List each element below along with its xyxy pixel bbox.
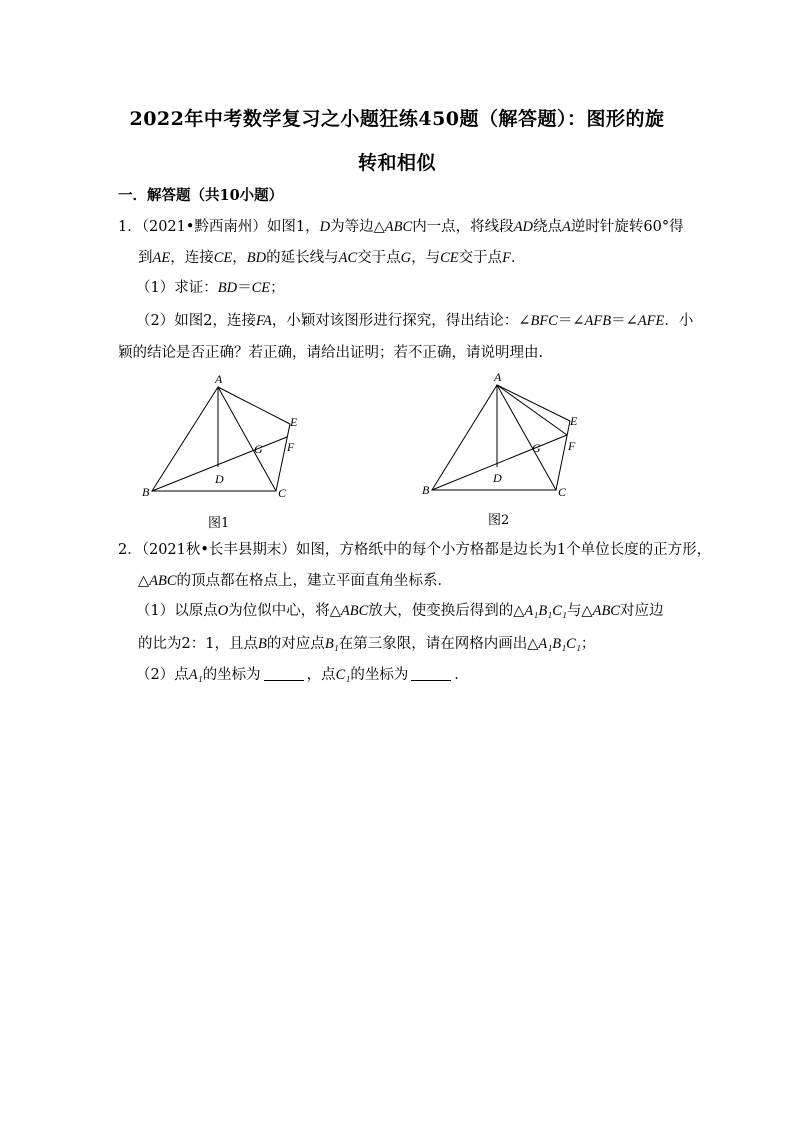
document-title-line1: 2022年中考数学复习之小题狂练450题（解答题）：图形的旋: [129, 108, 665, 130]
fig1-label-a: A: [215, 372, 223, 386]
fig2-label-f: F: [568, 439, 576, 453]
q2-part1-line2: 的比为2：1，且点B的对应点B₁在第三象限，请在网格内画出△A₁B₁C₁；: [138, 636, 596, 652]
figure-2-caption: 图2: [488, 513, 510, 528]
figure-1: [130, 370, 310, 505]
segment-af: [497, 385, 567, 435]
figure-2: [410, 368, 590, 503]
figure-1-caption: 图1: [208, 516, 230, 531]
fig2-label-a: A: [494, 370, 502, 384]
fig1-label-f: F: [287, 440, 295, 454]
q1-line2: 到AE，连接CE，BD的延长线与AC交于点G，与CE交于点F．: [138, 250, 526, 266]
triangle-abc: [152, 387, 276, 491]
fig2-label-e: E: [570, 414, 578, 428]
document-title-line2: 转和相似: [357, 152, 436, 174]
q1-part2-line1: （2）如图2，连接FA，小颖对该图形进行探究，得出结论：∠BFC＝∠AFB＝∠AFE．小: [136, 313, 694, 329]
segment-ec: [556, 421, 570, 490]
q1-part2-line2: 颖的结论是否正确？若正确，请给出证明；若不正确，请说明理由．: [118, 345, 553, 361]
q2-line2: △ABC的顶点都在格点上，建立平面直角坐标系．: [138, 573, 453, 589]
q2-line1: 2．（2021秋•长丰县期末）如图，方格纸中的每个小方格都是边长为1个单位长度的正方形，: [118, 542, 712, 558]
fig1-label-g: G: [254, 442, 263, 456]
fig1-label-b: B: [142, 485, 150, 499]
fig1-label-c: C: [278, 486, 287, 500]
fig2-label-b: B: [422, 483, 430, 497]
section-heading: 一．解答题（共10小题）: [118, 187, 284, 204]
q2-part1-line1: （1）以原点O为位似中心，将△ABC放大，使变换后得到的△A₁B₁C₁与△ABC对应边: [136, 603, 664, 619]
fig2-label-g: G: [532, 441, 541, 455]
segment-ae: [497, 385, 570, 421]
fig2-label-d: D: [493, 471, 502, 485]
q1-line1: 1．（2021•黔西南州）如图1，D为等边△ABC内一点，将线段AD绕点A逆时针旋转60°得: [118, 219, 684, 235]
fig2-label-c: C: [558, 485, 567, 499]
q2-part2: （2）点A₁的坐标为 ，点C₁的坐标为 ．: [136, 667, 469, 683]
fig1-label-e: E: [290, 415, 298, 429]
answer-blank-a1[interactable]: [264, 666, 304, 681]
segment-ec: [276, 424, 290, 491]
fig1-label-d: D: [215, 472, 224, 486]
answer-blank-c1[interactable]: [411, 666, 451, 681]
q1-part1: （1）求证：BD＝CE；: [136, 280, 285, 296]
